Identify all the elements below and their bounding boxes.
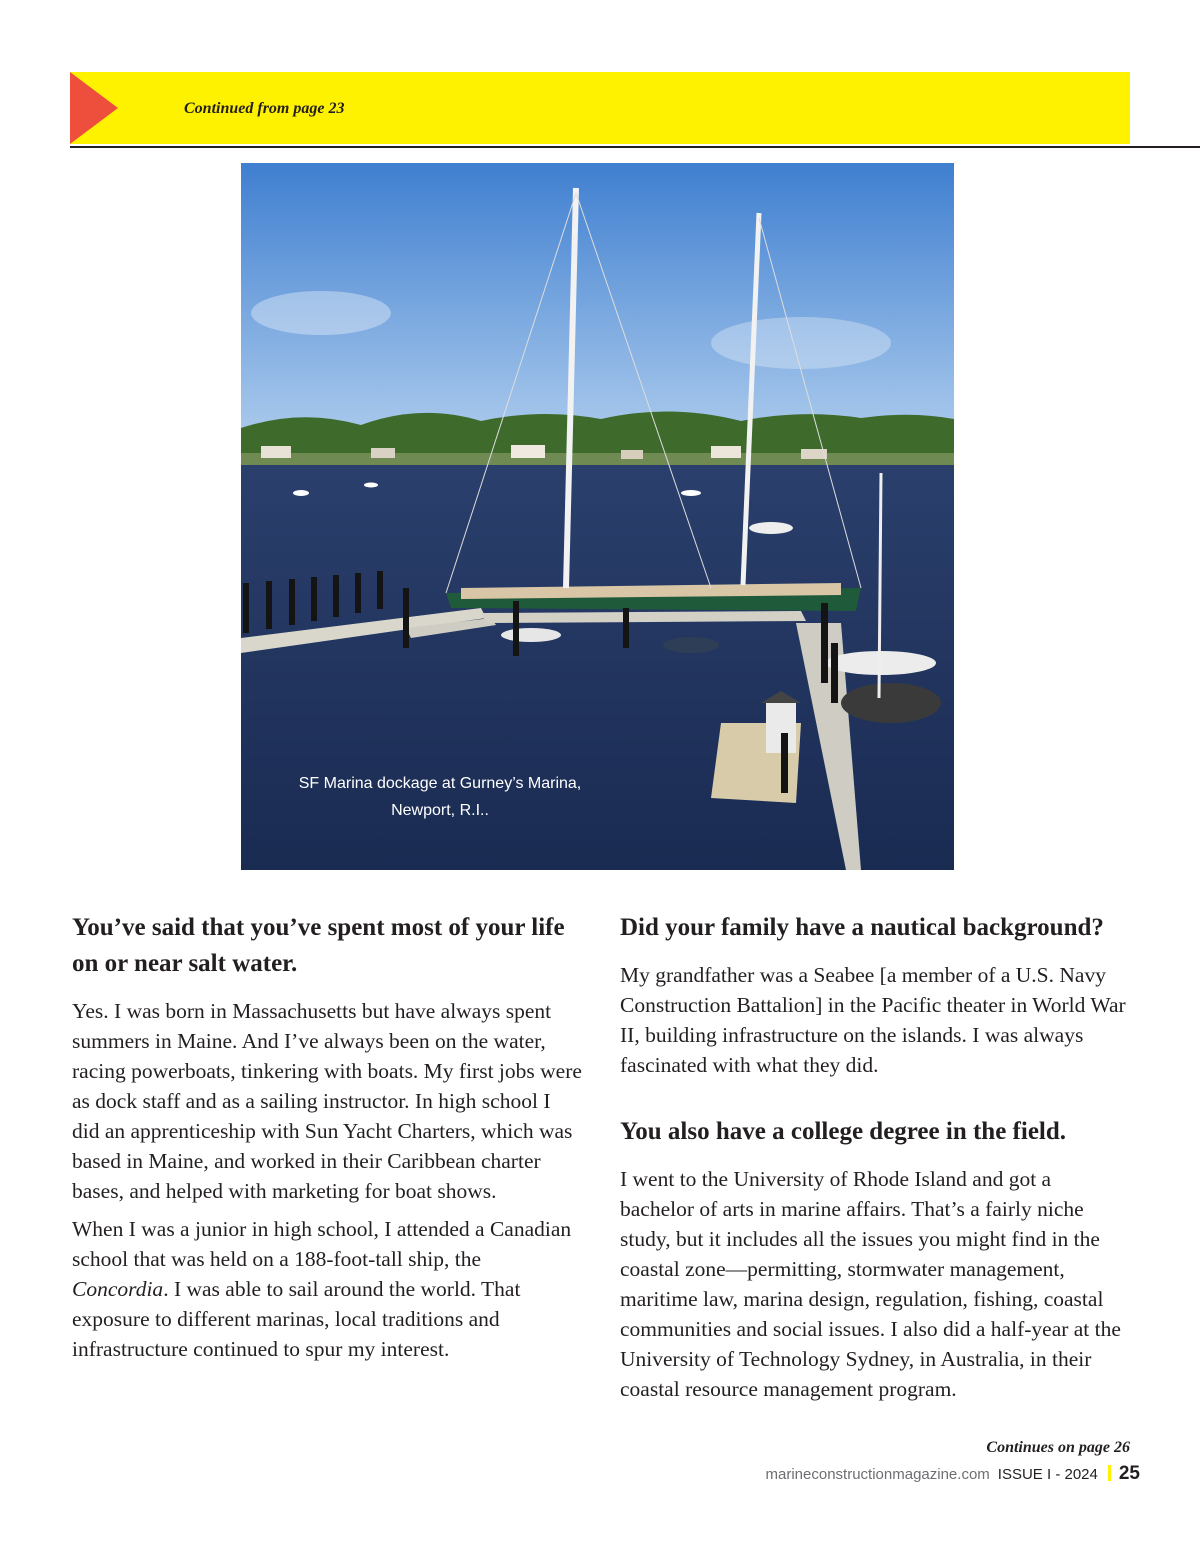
- marina-photo: [241, 163, 954, 870]
- continued-from-label: Continued from page 23: [184, 100, 345, 117]
- answer-paragraph-family: My grandfather was a Seabee [a member of a U.S. Navy Construction Battalion] in the Pacific theater in World War II, building infrastructure on the islands. I was always fascinated with what they did.: [620, 963, 1126, 1077]
- caption-line-2: Newport, R.I..: [391, 802, 489, 819]
- page-number: 25: [1118, 1463, 1140, 1484]
- question-heading-salt-water: You’ve said that you’ve spent most of your life on or near salt water.: [72, 914, 565, 977]
- footer-site: marineconstructionmagazine.com: [765, 1466, 990, 1483]
- photo-caption: [270, 770, 610, 824]
- caption-line-1: SF Marina dockage at Gurney’s Marina,: [298, 775, 582, 792]
- question-heading-family: Did your family have a nautical background?: [620, 914, 1104, 941]
- answer-paragraph-degree: I went to the University of Rhode Island and got a bachelor of arts in marine affairs. That’s a fairly niche study, but it includes all the issues you might find in the coastal zone—permitting, stormwater management, maritime law, marina design, regulation, fishing, coastal communities and social issues. I also did a half-year at the University of Technology Sydney, in Australia, in their coastal resource management program.: [620, 1167, 1121, 1401]
- header-rule: [70, 146, 1200, 148]
- question-heading-degree: You also have a college degree in the field.: [620, 1118, 1067, 1145]
- answer-paragraph-2: [72, 1214, 582, 1364]
- ship-name: Concordia: [72, 1277, 164, 1301]
- answer-paragraph-1: Yes. I was born in Massachusetts but have always spent summers in Maine. And I’ve always been on the water, racing powerboats, tinkering with boats. My first jobs were as dock staff and as a sailing instructor. In high school I did an apprenticeship with Sun Yacht Charters, which was based in Maine, and worked in their Caribbean charter bases, and helped with marketing for boat shows.: [72, 999, 582, 1203]
- left-column: [72, 910, 582, 1372]
- arrow-icon: [70, 72, 118, 144]
- continues-on-label: Continues on page 26: [986, 1439, 1130, 1456]
- para2-text-before: When I was a junior in high school, I attended a Canadian school that was held on a 188-foot-tall ship, the: [72, 1217, 572, 1271]
- para2-text-after: . I was able to sail around the world. That exposure to different marinas, local traditions and infrastructure continued to spur my interest.: [72, 1277, 521, 1361]
- page-footer: [700, 1462, 1140, 1486]
- right-column: [620, 910, 1130, 1412]
- footer-divider: [1108, 1465, 1111, 1481]
- footer-issue: ISSUE I - 2024: [997, 1466, 1098, 1483]
